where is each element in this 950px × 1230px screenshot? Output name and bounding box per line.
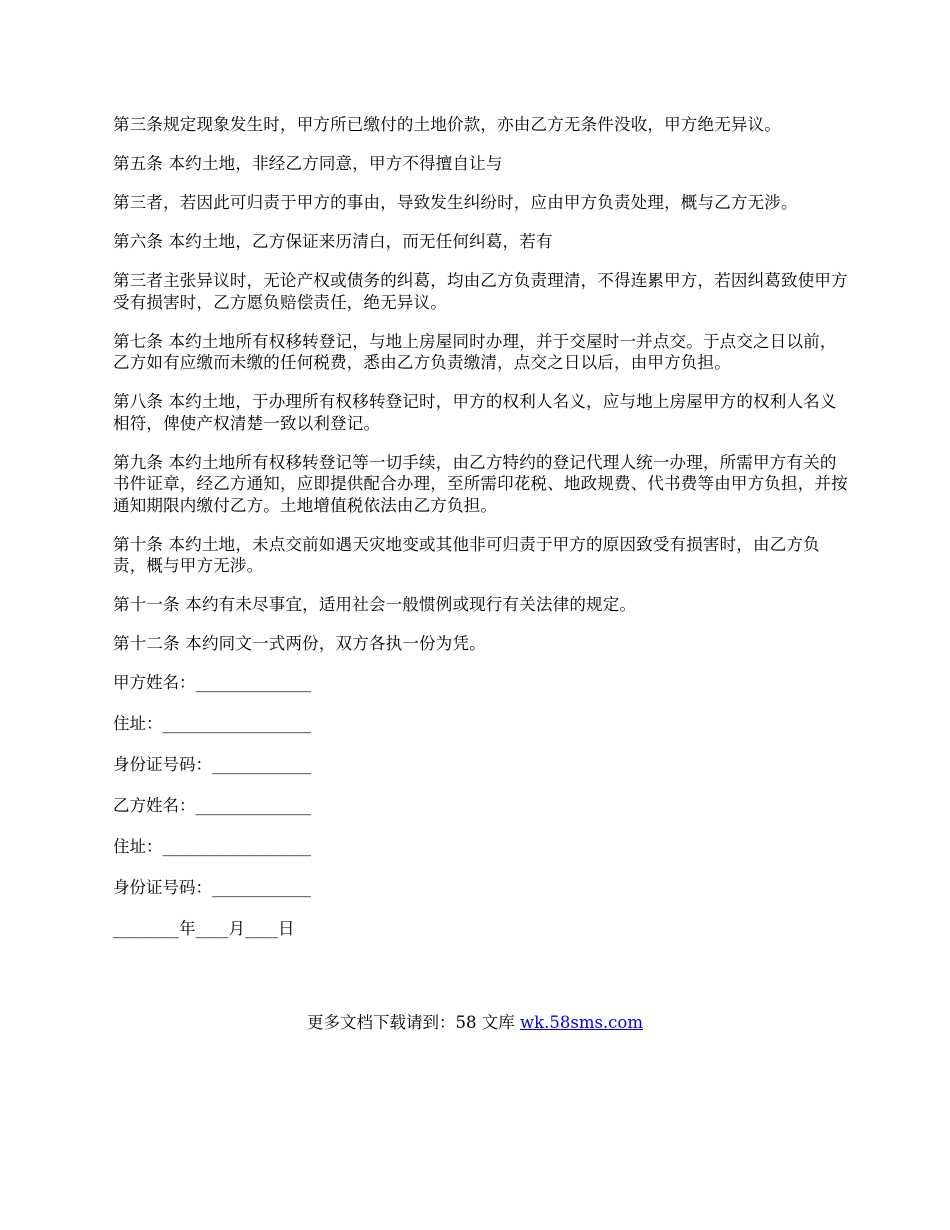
clause-3-forfeit: 第三条规定现象发生时，甲方所已缴付的土地价款，亦由乙方无条件没收，甲方绝无异议。: [113, 115, 781, 134]
party-b-id-field: 身份证号码：____________: [113, 878, 311, 897]
party-b-address-field: 住址：__________________: [113, 837, 311, 856]
clause-7: 第七条 本约土地所有权移转登记，与地上房屋同时办理，并于交屋时一并点交。于点交之日以前，乙方如有应缴而未缴的任何税费，悉由乙方负责缴清，点交之日以后，由甲方负担。: [113, 331, 837, 372]
footer-link[interactable]: wk.58sms.com: [519, 1013, 643, 1032]
footer: [0, 1012, 950, 1033]
clause-8: 第八条 本约土地，于办理所有权移转登记时，甲方的权利人名义，应与地上房屋甲方的权利人名义相符，俾使产权清楚一致以利登记。: [113, 392, 837, 433]
clause-6-detail: 第三者主张异议时，无论产权或债务的纠葛，均由乙方负责理清，不得连累甲方，若因纠葛致使甲方受有损害时，乙方愿负赔偿责任，绝无异议。: [113, 271, 848, 312]
clause-9: 第九条 本约土地所有权移转登记等一切手续，由乙方特约的登记代理人统一办理，所需甲方有关的书件证章，经乙方通知，应即提供配合办理，至所需印花税、地政规费、代书费等由甲方负担，并按通知期限内缴付乙方。土地增值税依法由乙方负担。: [113, 452, 848, 515]
clause-11: 第十一条 本约有未尽事宜，适用社会一般惯例或现行有关法律的规定。: [113, 595, 637, 614]
clause-12: 第十二条 本约同文一式两份，双方各执一份为凭。: [113, 634, 486, 653]
clause-5-detail: 第三者，若因此可归责于甲方的事由，导致发生纠纷时，应由甲方负责处理，概与乙方无涉。: [113, 193, 798, 212]
date-field: ________年____月____日: [113, 919, 295, 938]
clause-6-intro: 第六条 本约土地，乙方保证来历清白，而无任何纠葛，若有: [113, 232, 553, 251]
party-a-address-field: 住址：__________________: [113, 714, 311, 733]
party-a-id-field: 身份证号码：____________: [113, 755, 311, 774]
party-a-name-field: 甲方姓名：______________: [113, 673, 311, 692]
party-b-name-field: 乙方姓名：______________: [113, 796, 311, 815]
signature-block: [113, 672, 848, 939]
footer-text: 更多文档下载请到：58 文库: [306, 1013, 520, 1032]
clause-10: 第十条 本约土地，未点交前如遇天灾地变或其他非可归责于甲方的原因致受有损害时，由乙方负责，概与甲方无涉。: [113, 534, 820, 575]
clause-5-intro: 第五条 本约土地，非经乙方同意，甲方不得擅自让与: [113, 154, 503, 173]
contract-body: [113, 114, 848, 959]
